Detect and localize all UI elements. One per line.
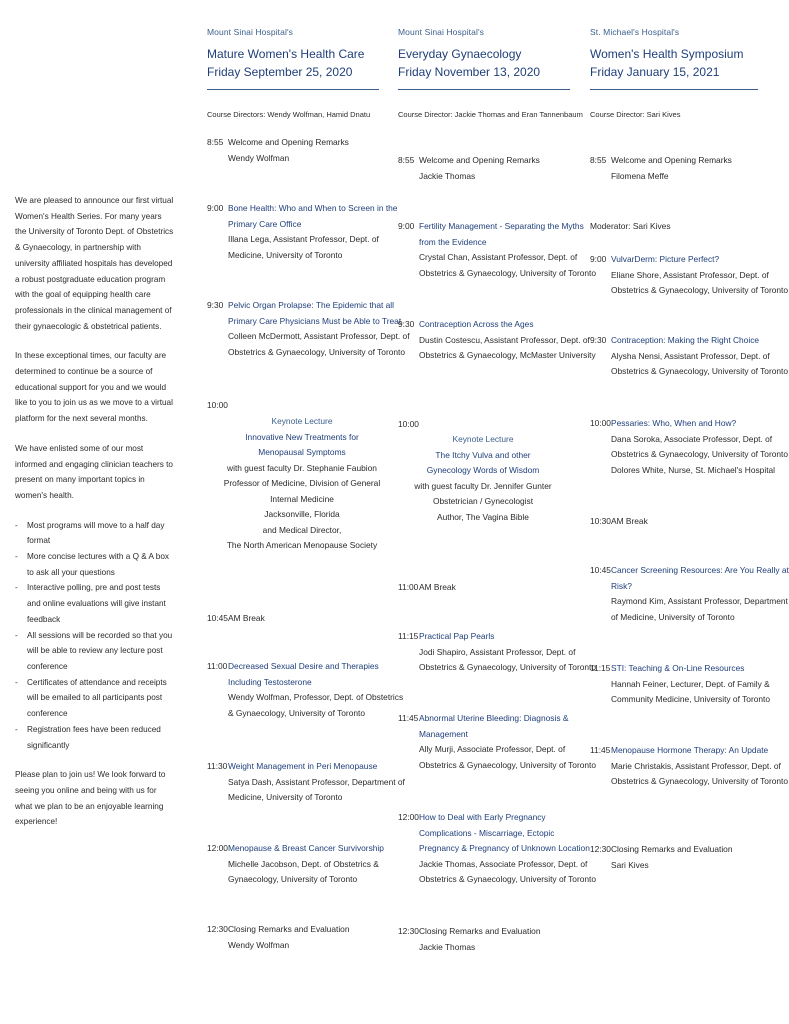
session-title: from the Evidence	[419, 236, 487, 247]
keynote-label: Keynote Lecture	[271, 416, 333, 426]
col3-moderator: Moderator: Sari Kives	[590, 221, 671, 231]
time: 9:00	[398, 221, 415, 231]
intro-paragraph-1: We are pleased to announce our first virtual Women's Health Series. For many years the University of Toronto Dept. of Obstetrics & Gynaecology, in partnership with university affiliated hospitals has developed a robust postgraduate education program with the goal of equipping health care professionals in the clinical management of their gynaecologic & obstetrical patients.	[15, 196, 174, 331]
item-line: Sari Kives	[611, 859, 649, 870]
session-title: Pregnancy & Pregnancy of Unknown Location	[419, 843, 590, 853]
session-title: Management	[419, 728, 468, 739]
col2-keynote	[403, 432, 563, 525]
time: 12:00	[207, 843, 228, 853]
time: 12:30	[207, 924, 228, 934]
keynote-line: and Medical Director,	[262, 524, 342, 535]
bullet-item: - Registration fees have been reduced significantly	[15, 722, 175, 753]
time: 10:30	[590, 516, 611, 526]
col3-rule	[590, 89, 758, 90]
col2-title: Everyday Gynaecology	[398, 47, 522, 61]
session-title: Primary Care Office	[228, 218, 302, 229]
col3-hospital: St. Michael's Hospital's	[590, 27, 680, 37]
time: 8:55	[398, 155, 415, 165]
time: 11:30	[207, 761, 228, 771]
bullet-item: - Most programs will move to a half day format	[15, 518, 175, 549]
item-line: Obstetrics & Gynaecology, University of Toronto	[419, 759, 597, 770]
keynote-title: Innovative New Treatments for	[245, 431, 359, 442]
item-line: Jodi Shapiro, Assistant Professor, Dept. of	[419, 646, 576, 657]
intro-paragraph-2: In these exceptional times, our faculty are determined to continue be a source of educational support for you and we would like to you to join us as we move to a virtual platform for the next several months.	[15, 351, 173, 424]
session-title: Fertility Management - Separating the Myths	[419, 221, 584, 231]
col2-header	[398, 27, 540, 79]
session-title: STI: Teaching & On-Line Resources	[611, 663, 745, 673]
session-title: Menopause & Breast Cancer Survivorship	[228, 843, 384, 853]
keynote-line: Internal Medicine	[270, 493, 334, 504]
item-line: Dolores White, Nurse, St. Michael's Hospital	[611, 464, 776, 475]
session-title: Contraception: Making the Right Choice	[611, 335, 760, 345]
session-title: Practical Pap Pearls	[419, 631, 495, 641]
item-line: Obstetrics & Gynaecology, University of Toronto	[611, 366, 789, 376]
item-line: Welcome and Opening Remarks	[228, 137, 349, 147]
item-line: Crystal Chan, Assistant Professor, Dept. of	[419, 252, 578, 262]
time: 10:00	[207, 400, 228, 410]
col1-title: Mature Women's Health Care	[207, 47, 365, 61]
item-line: Jackie Thomas, Associate Professor, Dept. of	[419, 858, 588, 869]
time: 12:30	[590, 844, 611, 854]
item-line: Hannah Feiner, Lecturer, Dept. of Family &	[611, 678, 770, 689]
time: 9:00	[207, 203, 224, 213]
item-line: Dustin Costescu, Assistant Professor, Dept. of	[419, 334, 590, 345]
col1-date: Friday September 25, 2020	[207, 65, 353, 79]
time: 11:00	[398, 582, 419, 592]
item-line: Community Medicine, University of Toronto	[611, 694, 771, 704]
time: 11:45	[590, 745, 611, 755]
keynote-line: Professor of Medicine, Division of General	[223, 478, 381, 488]
time: 8:55	[590, 155, 607, 165]
keynote-line: Jacksonville, Florida	[264, 509, 340, 519]
item-line: Michelle Jacobson, Dept. of Obstetrics &	[228, 858, 379, 869]
item-line: Obstetrics & Gynaecology, University of Toronto	[611, 776, 789, 786]
item-line: Obstetrics & Gynaecology, McMaster University	[419, 350, 596, 360]
time: 10:00	[398, 419, 419, 429]
item-line: Closing Remarks and Evaluation	[228, 924, 350, 934]
col3-date: Friday January 15, 2021	[590, 65, 720, 79]
item-line: Jackie Thomas	[419, 941, 476, 952]
session-title: Weight Management in Peri Menopause	[228, 761, 378, 771]
item-line: Obstetrics & Gynaecology, University of Toronto	[419, 267, 597, 278]
session-title: Complications - Miscarriage, Ectopic	[419, 827, 555, 838]
session-title: Primary Care Physicians Must be Able to Treat	[228, 315, 402, 326]
bullet-item: - All sessions will be recorded so that you will be able to review any lecture post conference	[15, 628, 175, 675]
col1-director: Course Directors: Wendy Wolfman, Hamid Dnatu	[207, 110, 371, 119]
keynote-line: Obstetrician / Gynecologist	[432, 496, 534, 506]
col1-keynote	[222, 414, 382, 554]
keynote-title: The Itchy Vulva and other	[435, 449, 531, 460]
bullet-item: - More concise lectures with a Q & A box to ask all your questions	[15, 549, 175, 580]
time: 11:45	[398, 713, 419, 723]
session-title: Contraception Across the Ages	[419, 319, 534, 329]
time: 12:30	[398, 926, 419, 936]
col1-header	[207, 27, 364, 79]
col2-director: Course Director: Jackie Thomas and Eran Tannenbaum	[398, 110, 583, 119]
item-line: Ally Murji, Associate Professor, Dept. of	[419, 744, 566, 754]
item-line: of Medicine, University of Toronto	[611, 611, 735, 622]
time: 10:00	[590, 418, 611, 428]
item-line: Obstetrics & Gynaecology, University of Toronto	[419, 662, 597, 672]
item-line: Marie Christakis, Assistant Professor, Dept. of	[611, 760, 781, 771]
time: 12:00	[398, 812, 419, 822]
keynote-line: Author, The Vagina Bible	[437, 511, 529, 522]
item-line: Closing Remarks and Evaluation	[611, 844, 733, 854]
keynote-line: with guest faculty Dr. Stephanie Faubion	[227, 462, 377, 473]
item-line: Filomena Meffe	[611, 170, 669, 181]
intro-bullet-list	[15, 518, 175, 754]
item-line: Wendy Wolfman	[228, 939, 290, 950]
intro-column	[15, 193, 175, 844]
item-line: & Gynaecology, University of Toronto	[228, 707, 366, 718]
bullet-item: - Interactive polling, pre and post tests and online evaluations will give instant feedback	[15, 580, 175, 627]
item-line: AM Break	[228, 613, 265, 623]
col2-hospital: Mount Sinai Hospital's	[398, 27, 485, 37]
intro-paragraph-3: We have enlisted some of our most informed and engaging clinician teachers to present on many important topics in women's health.	[15, 443, 173, 500]
item-line: Colleen McDermott, Assistant Professor, Dept. of	[228, 331, 410, 341]
session-title: Cancer Screening Resources: Are You Really at	[611, 565, 789, 575]
item-line: Jackie Thomas	[419, 170, 476, 181]
keynote-line: The North American Menopause Society	[226, 540, 378, 550]
item-line: Alysha Nensi, Assistant Professor, Dept. of	[611, 350, 770, 361]
item-line: Obstetrics & Gynaecology, University of Toronto	[228, 346, 406, 357]
item-line: AM Break	[419, 582, 456, 592]
col2-date: Friday November 13, 2020	[398, 65, 541, 79]
keynote-title: Menopausal Symptoms	[258, 447, 346, 457]
item-line: AM Break	[611, 516, 648, 526]
item-line: Dana Soroka, Associate Professor, Dept. of	[611, 433, 773, 444]
time: 9:30	[398, 319, 415, 329]
session-title: How to Deal with Early Pregnancy	[419, 812, 546, 822]
item-line: Obstetrics & Gynaecology, University of Toronto	[611, 285, 789, 295]
col1-hospital: Mount Sinai Hospital's	[207, 27, 294, 37]
time: 8:55	[207, 137, 224, 147]
time: 10:45	[590, 565, 611, 575]
item-line: Eliane Shore, Assistant Professor, Dept. of	[611, 269, 769, 280]
item-line: Welcome and Opening Remarks	[611, 155, 732, 165]
col1-rule	[207, 89, 379, 90]
session-title: Pessaries: Who, When and How?	[611, 418, 737, 428]
keynote-label: Keynote Lecture	[452, 434, 514, 444]
item-line: Illana Lega, Assistant Professor, Dept. of	[228, 234, 379, 244]
session-title: Abnormal Uterine Bleeding: Diagnosis &	[419, 713, 569, 723]
item-line: Closing Remarks and Evaluation	[419, 926, 541, 936]
col3-header	[590, 27, 743, 79]
bullet-item: - Certificates of attendance and receipts will be emailed to all participants post conference	[15, 675, 175, 722]
time: 9:00	[590, 254, 607, 264]
session-title: Pelvic Organ Prolapse: The Epidemic that all	[228, 300, 395, 310]
item-line: Wendy Wolfman	[228, 152, 290, 163]
keynote-line: with guest faculty Dr. Jennifer Gunter	[414, 480, 552, 491]
item-line: Obstetrics & Gynaecology, University of Toronto	[611, 449, 789, 459]
item-line: Gynaecology, University of Toronto	[228, 874, 358, 884]
time: 11:00	[207, 661, 228, 671]
session-title: VulvarDerm: Picture Perfect?	[611, 254, 720, 264]
session-title: Decreased Sexual Desire and Therapies	[228, 661, 379, 671]
time: 11:15	[590, 663, 611, 673]
col3-director: Course Director: Sari Kives	[590, 110, 681, 119]
item-line: Wendy Wolfman, Professor, Dept. of Obstetrics	[228, 692, 404, 702]
col2-rule	[398, 89, 570, 90]
intro-paragraph-4: Please plan to join us! We look forward to seeing you online and being with us for what we plan to be an enjoyable learning experience!	[15, 770, 166, 827]
session-title: Bone Health: Who and When to Screen in the	[228, 203, 398, 213]
item-line: Medicine, University of Toronto	[228, 249, 343, 260]
time: 10:45	[207, 613, 228, 623]
session-title: Risk?	[611, 580, 632, 591]
item-line: Welcome and Opening Remarks	[419, 155, 540, 165]
time: 11:15	[398, 631, 419, 641]
time: 9:30	[207, 300, 224, 310]
keynote-title: Gynecology Words of Wisdom	[426, 465, 540, 475]
item-line: Satya Dash, Assistant Professor, Department of	[228, 776, 405, 787]
time: 9:30	[590, 335, 607, 345]
session-title: Menopause Hormone Therapy: An Update	[611, 745, 769, 755]
session-title: Including Testosterone	[228, 676, 312, 687]
item-line: Medicine, University of Toronto	[228, 792, 343, 802]
item-line: Obstetrics & Gynaecology, University of Toronto	[419, 874, 597, 884]
col3-title: Women's Health Symposium	[590, 47, 744, 61]
item-line: Raymond Kim, Assistant Professor, Department	[611, 596, 788, 606]
